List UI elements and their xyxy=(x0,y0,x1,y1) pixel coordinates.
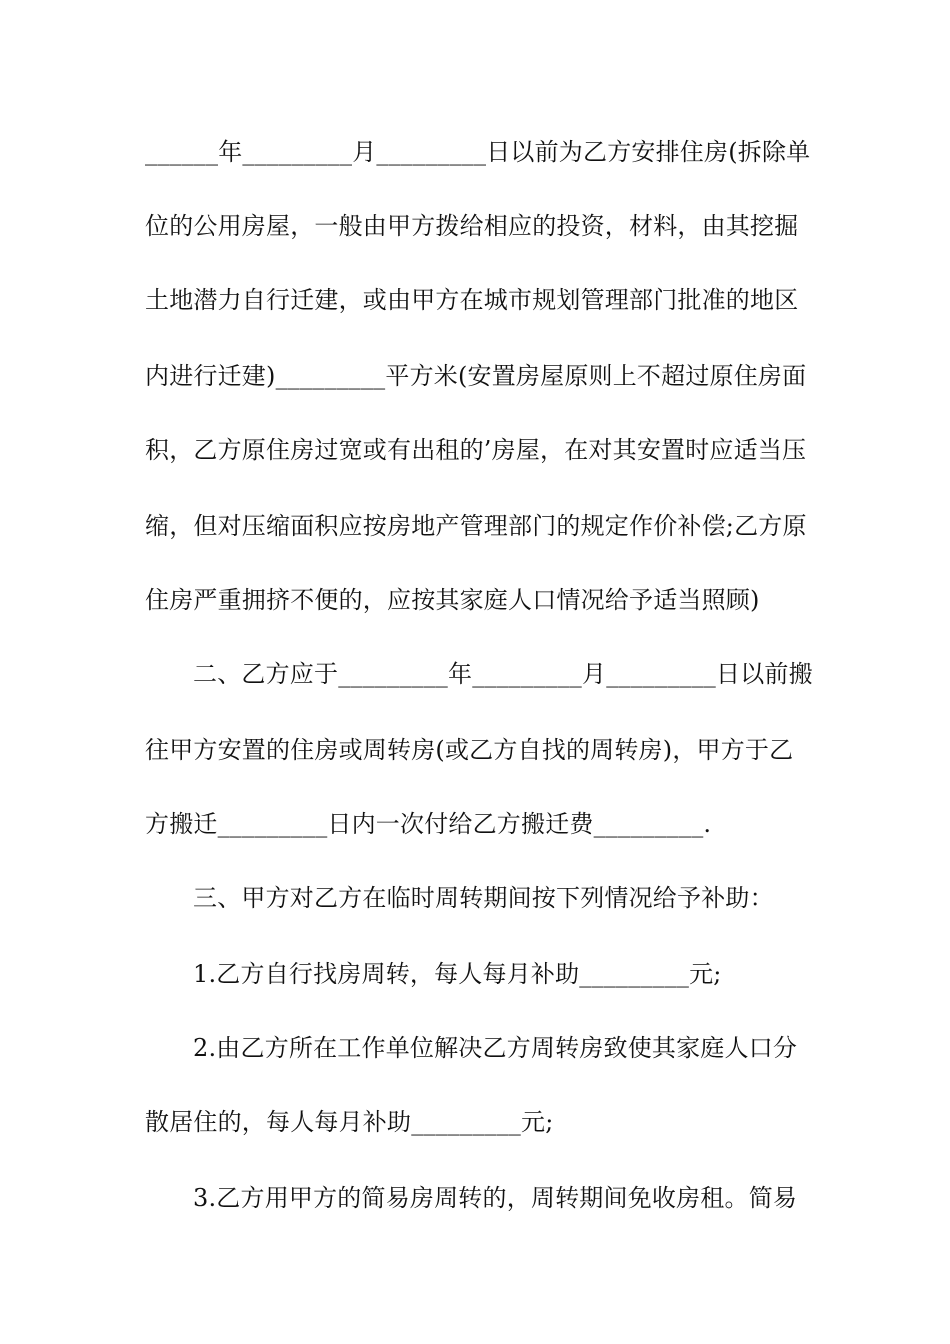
text-line: 缩，但对压缩面积应按房地产管理部门的规定作价补偿;乙方原 xyxy=(145,512,807,540)
text-line: 位的公用房屋，一般由甲方拨给相应的投资，材料，由其挖掘 xyxy=(145,212,799,240)
text-line: 方搬迁_________日内一次付给乙方搬迁费_________. xyxy=(145,810,712,838)
text-line: 内进行迁建)_________平方米(安置房屋原则上不超过原住房面 xyxy=(145,362,807,390)
text-line: 积，乙方原住房过宽或有出租的’房屋，在对其安置时应适当压 xyxy=(145,436,807,464)
text-line: 二、乙方应于_________年_________月_________日以前搬 xyxy=(193,660,813,688)
text-line: 1.乙方自行找房周转，每人每月补助_________元; xyxy=(193,960,722,988)
text-line: ______年_________月_________日以前为乙方安排住房(拆除单 xyxy=(145,138,811,166)
text-line: 往甲方安置的住房或周转房(或乙方自找的周转房)，甲方于乙 xyxy=(145,736,794,764)
text-line: 三、甲方对乙方在临时周转期间按下列情况给予补助： xyxy=(193,884,774,912)
text-line: 土地潜力自行迁建，或由甲方在城市规划管理部门批准的地区 xyxy=(145,286,799,314)
text-line: 3.乙方用甲方的简易房周转的，周转期间免收房租。简易 xyxy=(193,1184,798,1212)
text-line: 散居住的，每人每月补助_________元; xyxy=(145,1108,554,1136)
text-line: 住房严重拥挤不便的，应按其家庭人口情况给予适当照顾) xyxy=(145,586,760,614)
text-line: 2.由乙方所在工作单位解决乙方周转房致使其家庭人口分 xyxy=(193,1034,798,1062)
